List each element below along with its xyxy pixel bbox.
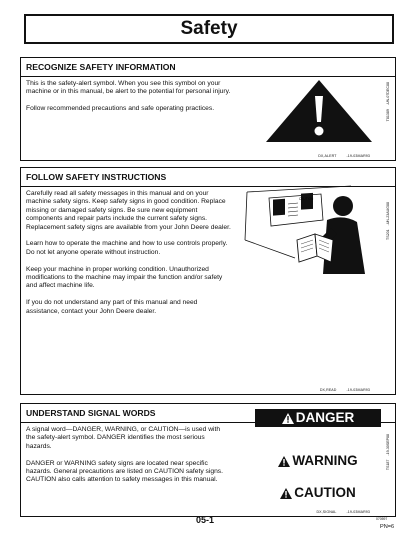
- section-footer: DX,ALERT -19-03MAR93: [318, 154, 370, 158]
- alert-triangle-icon: [280, 488, 292, 499]
- sign-label: CAUTION: [299, 197, 314, 201]
- section-footer: DX,SIGNAL -19-03MAR93: [316, 510, 370, 514]
- side-code: T81389 -UN-07DEC88: [386, 82, 390, 122]
- page-title: Safety: [24, 14, 394, 44]
- safety-alert-symbol-icon: [264, 78, 374, 144]
- paragraph: Keep your machine in proper working condition. Unauthorized modifications to the machine may impair the function and/or safety and affect machine life.: [26, 265, 223, 290]
- side-code: TS201 -UN-23AUG88: [386, 202, 390, 240]
- paragraph: This is the safety-alert symbol. When you see this symbol on your machine or in this manual, be alert to the potential for personal injury.: [26, 80, 231, 96]
- section-heading: FOLLOW SAFETY INSTRUCTIONS: [21, 168, 395, 187]
- paragraph: Learn how to operate the machine and how to use controls properly. Do not let anyone operate without instruction.: [26, 240, 228, 256]
- alert-triangle-icon: [282, 413, 294, 424]
- danger-signal-word: DANGER: [255, 409, 381, 427]
- warning-signal-word: WARNING: [255, 452, 381, 470]
- paragraph: A signal word—DANGER, WARNING, or CAUTION—is used with the safety-alert symbol. DANGER identifies the most serious hazards.: [26, 426, 221, 450]
- section-heading: UNDERSTAND SIGNAL WORDS: [21, 404, 395, 423]
- section-text: [26, 426, 231, 493]
- paragraph: Carefully read all safety messages in this manual and on your machine safety signs. Keep safety signs in good condition. Replace missing or damaged safety signs. Be sure new equipment components and repair parts include the current safety signs. Replacement safety signs are available from your John Deere dealer.: [26, 190, 231, 231]
- page-sub: PN=6: [380, 524, 395, 530]
- paragraph: Follow recommended precautions and safe operating practices.: [26, 105, 215, 113]
- section-follow-instructions: [20, 167, 396, 395]
- page-number: 05-1: [196, 515, 215, 525]
- paragraph: DANGER or WARNING safety signs are located near specific hazards. General precautions are listed on CAUTION safety signs. CAUTION also calls attention to safety messages in this manual.: [26, 459, 224, 484]
- section-text: [26, 190, 231, 324]
- section-footer: DX,READ -19-03MAR93: [319, 388, 370, 392]
- caution-signal-word: CAUTION: [255, 484, 381, 502]
- alert-triangle-icon: [278, 456, 290, 467]
- section-signal-words: [20, 403, 396, 517]
- section-recognize-safety: [20, 57, 396, 161]
- paragraph: If you do not understand any part of this manual and need assistance, contact your John Deere dealer.: [26, 299, 198, 315]
- section-text: [26, 80, 231, 122]
- page-code: 070597: [376, 517, 388, 521]
- person-reading-manual-illustration-icon: [239, 182, 377, 274]
- section-heading: RECOGNIZE SAFETY INFORMATION: [21, 58, 395, 77]
- side-code: TS187 -19-30SEP88: [386, 434, 390, 471]
